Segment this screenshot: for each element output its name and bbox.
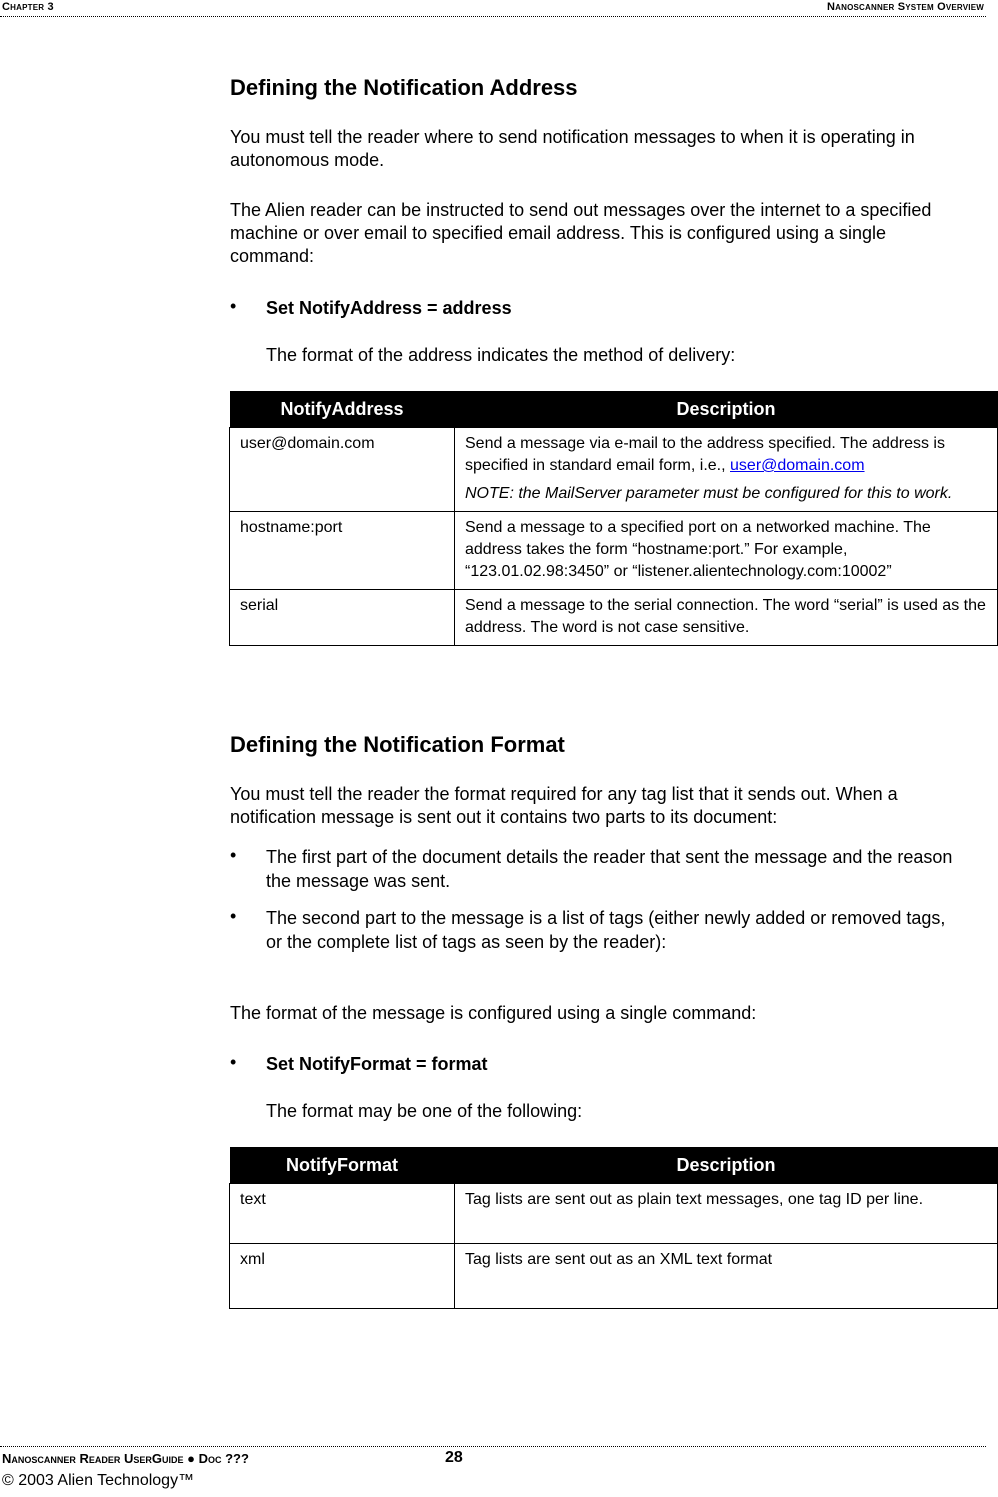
section-title-notification-address: Defining the Notification Address (230, 75, 578, 100)
footer-doc-title (2, 1449, 463, 1466)
paragraph: The format of the address indicates the method of delivery: (266, 345, 736, 365)
email-link[interactable]: user@domain.com (730, 457, 865, 474)
table-row (230, 590, 998, 646)
footer-copyright: © 2003 Alien Technology™ (2, 1472, 195, 1489)
table-cell-key: xml (230, 1244, 455, 1309)
table-row (230, 428, 998, 512)
bullet-icon: • (230, 906, 237, 926)
bullet-icon: • (230, 1052, 237, 1072)
table-note: NOTE: the MailServer parameter must be configured for this to work. (465, 485, 953, 502)
table-header-row (230, 391, 998, 428)
running-header-section: Nanoscanner System Overview (827, 1, 984, 13)
table-cell-key: user@domain.com (230, 428, 455, 512)
paragraph: You must tell the reader the format required for any tag list that it sends out. When a notification message is sent out it contains two parts to its document: (230, 784, 898, 827)
footer-divider (0, 1446, 986, 1447)
table-cell-description: Tag lists are sent out as an XML text format (455, 1244, 998, 1309)
table-row (230, 1244, 998, 1309)
table-cell-description (455, 428, 998, 512)
table-cell-key: text (230, 1184, 455, 1244)
list-item: The second part to the message is a list of tags (either newly added or removed tags, or the complete list of tags as seen by the reader): (266, 908, 946, 952)
notify-format-table (229, 1147, 998, 1309)
page-number: 28 (445, 1449, 463, 1466)
notify-address-table (229, 391, 998, 646)
column-header: NotifyAddress (230, 391, 455, 428)
table-cell-key: serial (230, 590, 455, 646)
table-cell-description: Send a message to the serial connection. The word “serial” is used as the address. The word is not case sensitive. (455, 590, 998, 646)
column-header: Description (455, 391, 998, 428)
paragraph: You must tell the reader where to send notification messages to when it is operating in autonomous mode. (230, 127, 915, 170)
command-notify-format: Set NotifyFormat = format (266, 1054, 488, 1074)
column-header: NotifyFormat (230, 1147, 455, 1184)
table-cell-description: Send a message to a specified port on a networked machine. The address takes the form “hostname:port.” For example, “123.01.02.98:3450” or “listener.alientechnology.com:10002” (455, 512, 998, 590)
table-row (230, 1184, 998, 1244)
description-text: Send a message via e-mail to the address specified. The address is specified in standard email form, i.e., (465, 435, 945, 474)
header-divider (0, 16, 986, 17)
table-header-row (230, 1147, 998, 1184)
table-cell-description: Tag lists are sent out as plain text messages, one tag ID per line. (455, 1184, 998, 1244)
list-item: The first part of the document details the reader that sent the message and the reason the message was sent. (266, 847, 953, 891)
paragraph: The format may be one of the following: (266, 1101, 583, 1121)
bullet-icon: • (230, 845, 237, 865)
doc-title: Nanoscanner Reader UserGuide ● Doc ??? (2, 1451, 249, 1466)
table-row (230, 512, 998, 590)
running-header-chapter: Chapter 3 (2, 1, 54, 13)
paragraph: The format of the message is configured using a single command: (230, 1003, 757, 1023)
section-title-notification-format: Defining the Notification Format (230, 732, 565, 757)
table-cell-key: hostname:port (230, 512, 455, 590)
paragraph: The Alien reader can be instructed to send out messages over the internet to a specified machine or over email to specified email address. This is configured using a single command: (230, 200, 932, 266)
command-notify-address: Set NotifyAddress = address (266, 298, 512, 318)
column-header: Description (455, 1147, 998, 1184)
bullet-icon: • (230, 296, 237, 316)
